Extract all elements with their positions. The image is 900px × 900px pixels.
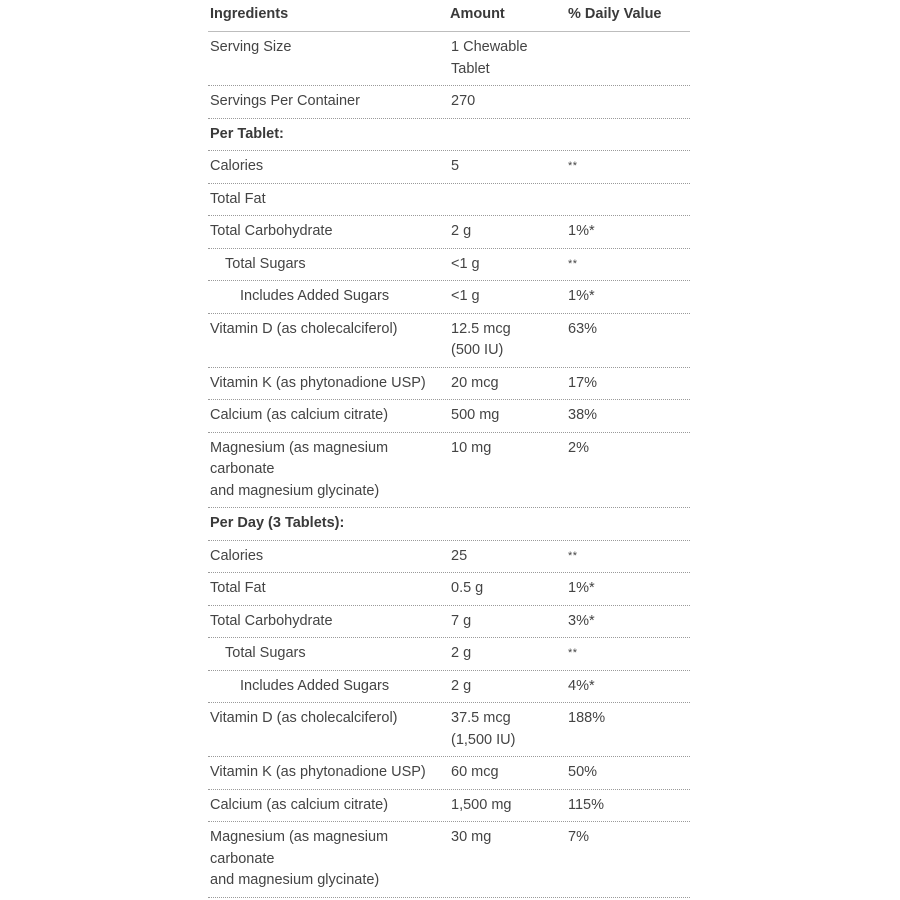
- table-row: [208, 703, 690, 757]
- ingredient-name: Includes Added Sugars: [240, 288, 390, 304]
- ingredient-amount: 37.5 mcg (1,500 IU): [451, 710, 516, 748]
- ingredient-daily-value: 1%*: [568, 288, 595, 304]
- ingredients-header: Ingredients: [210, 6, 289, 22]
- table-row: [208, 86, 690, 119]
- ingredient-amount: [450, 124, 568, 146]
- ingredient-daily-value: **: [568, 160, 578, 172]
- table-row: [208, 822, 690, 898]
- ingredient-daily-value: 17%: [568, 374, 598, 391]
- ingredient-amount: <1 g: [451, 255, 480, 272]
- ingredient-name: Calcium (as calcium citrate): [210, 796, 389, 813]
- ingredient-amount: 5: [451, 158, 460, 174]
- ingredient-amount: 2 g: [451, 645, 472, 661]
- ingredient-amount: 25: [451, 547, 468, 564]
- ingredient-daily-value: 7%: [568, 829, 589, 845]
- ingredient-name: Vitamin K (as phytonadione USP): [210, 374, 426, 391]
- ingredient-name: Calories: [210, 158, 264, 174]
- ingredient-amount: 12.5 mcg (500 IU): [451, 320, 511, 358]
- ingredient-name: Total Carbohydrate: [210, 612, 333, 629]
- ingredient-amount: 1 Chewable Tablet: [451, 39, 528, 77]
- ingredient-daily-value: [568, 37, 688, 80]
- ingredient-name: Vitamin K (as phytonadione USP): [210, 764, 426, 780]
- table-row: [208, 671, 690, 704]
- table-row: [208, 757, 690, 790]
- table-row: [208, 32, 690, 86]
- section-row: [208, 119, 690, 152]
- table-row: [208, 151, 690, 184]
- ingredient-amount: 2 g: [451, 677, 472, 694]
- ingredient-name: Vitamin D (as cholecalciferol): [210, 320, 398, 337]
- ingredient-name: Total Sugars: [225, 645, 306, 661]
- ingredient-name: Serving Size: [210, 39, 292, 55]
- table-row: [208, 368, 690, 401]
- ingredient-daily-value: 188%: [568, 710, 606, 726]
- ingredient-name: Magnesium (as magnesium carbonate and magnesium glycinate): [210, 829, 389, 888]
- ingredient-daily-value: [568, 91, 688, 113]
- ingredient-name: Magnesium (as magnesium carbonate and magnesium glycinate): [210, 439, 389, 499]
- ingredient-name: Total Fat: [210, 190, 266, 207]
- table-row: [208, 314, 690, 368]
- section-label: Per Tablet:: [210, 125, 284, 142]
- ingredient-amount: 10 mg: [451, 439, 492, 456]
- ingredient-name: Calories: [210, 547, 264, 564]
- table-row: [208, 216, 690, 249]
- ingredient-name: Servings Per Container: [210, 93, 360, 109]
- ingredient-amount: 30 mg: [451, 829, 492, 845]
- ingredient-name: Calcium (as calcium citrate): [210, 407, 389, 423]
- ingredient-daily-value: 1%*: [568, 223, 595, 239]
- table-row: [208, 638, 690, 671]
- table-row: [208, 541, 690, 574]
- ingredient-amount: 20 mcg: [451, 374, 499, 391]
- ingredient-name: Includes Added Sugars: [240, 677, 390, 694]
- ingredient-daily-value: 63%: [568, 320, 598, 337]
- amount-header: Amount: [450, 6, 505, 22]
- table-row: [208, 790, 690, 823]
- ingredient-amount: [450, 189, 568, 211]
- ingredient-daily-value: [568, 513, 688, 535]
- table-row: [208, 433, 690, 509]
- ingredient-amount: 2 g: [451, 223, 472, 239]
- daily-value-header: % Daily Value: [568, 6, 662, 22]
- ingredient-amount: 1,500 mg: [451, 796, 512, 813]
- ingredient-daily-value: 3%*: [568, 612, 595, 629]
- ingredient-amount: 60 mcg: [451, 764, 499, 780]
- table-row: [208, 573, 690, 606]
- ingredient-name: Total Fat: [210, 580, 266, 596]
- section-row: [208, 508, 690, 541]
- ingredient-amount: 7 g: [451, 612, 472, 629]
- ingredient-daily-value: **: [568, 549, 578, 562]
- ingredient-amount: 270: [451, 93, 476, 109]
- ingredient-name: Vitamin D (as cholecalciferol): [210, 710, 398, 726]
- table-row: [208, 606, 690, 639]
- ingredient-amount: 500 mg: [451, 407, 500, 423]
- ingredient-name: Total Sugars: [225, 255, 306, 272]
- ingredient-daily-value: [568, 124, 688, 146]
- table-header: [208, 0, 690, 32]
- ingredient-daily-value: 1%*: [568, 580, 595, 596]
- ingredient-daily-value: 2%: [568, 439, 589, 456]
- ingredient-daily-value: [568, 189, 688, 211]
- ingredient-amount: <1 g: [451, 288, 480, 304]
- table-row: [208, 281, 690, 314]
- supplement-facts-table: [208, 0, 690, 898]
- table-row: [208, 400, 690, 433]
- ingredient-daily-value: 115%: [568, 796, 605, 813]
- ingredient-daily-value: 4%*: [568, 677, 595, 694]
- ingredient-daily-value: **: [568, 647, 578, 659]
- ingredient-name: Total Carbohydrate: [210, 223, 333, 239]
- table-row: [208, 184, 690, 217]
- ingredient-daily-value: **: [568, 257, 578, 270]
- ingredient-daily-value: 38%: [568, 407, 598, 423]
- ingredient-daily-value: 50%: [568, 764, 598, 780]
- ingredient-amount: [450, 513, 568, 535]
- section-label: Per Day (3 Tablets):: [210, 515, 345, 531]
- table-row: [208, 249, 690, 282]
- ingredient-amount: 0.5 g: [451, 580, 484, 596]
